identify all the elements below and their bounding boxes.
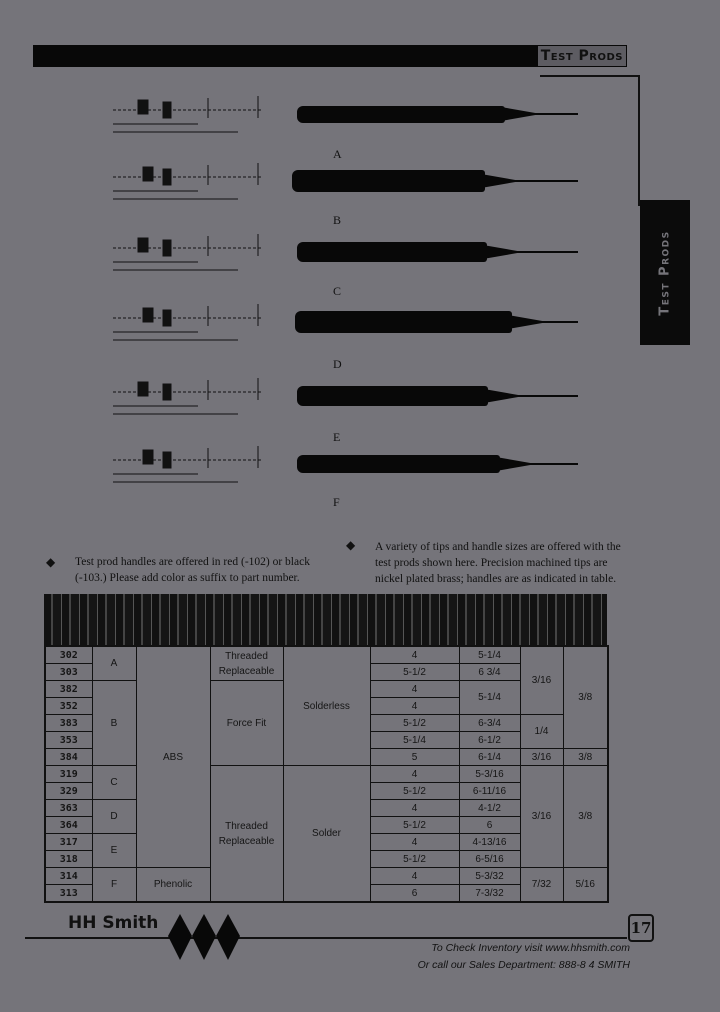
table-cell: 5-1/2 bbox=[370, 715, 459, 732]
prod-label: E bbox=[333, 430, 341, 444]
table-cell: Solderless bbox=[283, 646, 370, 766]
prod-needle bbox=[518, 395, 578, 397]
table-cell: 6-3/4 bbox=[459, 715, 520, 732]
prod-a bbox=[0, 88, 720, 161]
table-cell: 6 bbox=[459, 817, 520, 834]
prod-d bbox=[0, 296, 720, 371]
table-cell: A bbox=[92, 646, 136, 681]
dimension-drawing bbox=[108, 226, 268, 274]
table-cell: 5-1/2 bbox=[370, 783, 459, 800]
table-cell: 7-3/32 bbox=[459, 885, 520, 903]
table-cell: 3/8 bbox=[563, 766, 608, 868]
table-cell: 4 bbox=[370, 681, 459, 698]
table-cell: 3/8 bbox=[563, 646, 608, 749]
table-cell: 3/16 bbox=[520, 766, 563, 868]
note-line: Test prod handles are offered in red (-102) or black bbox=[75, 556, 310, 568]
table-cell: 4 bbox=[370, 698, 459, 715]
note-tips bbox=[375, 539, 645, 587]
diamond-logo-icon bbox=[168, 912, 240, 962]
prod-needle bbox=[515, 180, 578, 182]
prod-handle bbox=[297, 386, 488, 406]
prod-f bbox=[0, 438, 720, 508]
dimension-drawing bbox=[108, 370, 268, 418]
table-cell: Force Fit bbox=[210, 681, 283, 766]
table-cell: 5-3/16 bbox=[459, 766, 520, 783]
diamond-bullet-icon: ◆ bbox=[346, 538, 356, 552]
prod-label: A bbox=[333, 147, 342, 161]
table-cell: 6-5/16 bbox=[459, 851, 520, 868]
prod-handle bbox=[297, 455, 500, 473]
table-cell: 5-1/2 bbox=[370, 664, 459, 681]
part-number-cell: 382 bbox=[45, 681, 92, 698]
prod-handle bbox=[295, 311, 512, 333]
page-number: 17 bbox=[628, 914, 654, 942]
table-cell: 5-1/2 bbox=[370, 851, 459, 868]
prod-needle bbox=[517, 251, 578, 253]
table-cell: Threaded Replaceable bbox=[210, 766, 283, 903]
table-cell: 7/32 bbox=[520, 868, 563, 903]
prod-e bbox=[0, 370, 720, 444]
prod-label: F bbox=[333, 495, 340, 509]
part-number-cell: 303 bbox=[45, 664, 92, 681]
table-cell: B bbox=[92, 681, 136, 766]
table-header bbox=[44, 594, 607, 645]
brand-logo: HH Smith bbox=[68, 913, 159, 933]
table-cell: 5-1/4 bbox=[459, 646, 520, 664]
table-cell: Threaded Replaceable bbox=[210, 646, 283, 681]
table-cell: 3/16 bbox=[520, 749, 563, 766]
table-cell: 6-1/2 bbox=[459, 732, 520, 749]
part-number-cell: 314 bbox=[45, 868, 92, 885]
part-number-cell: 383 bbox=[45, 715, 92, 732]
part-number-cell: 318 bbox=[45, 851, 92, 868]
inventory-link-text: To Check Inventory visit www.hhsmith.com bbox=[431, 942, 630, 954]
part-number-cell: 364 bbox=[45, 817, 92, 834]
table-cell: 4 bbox=[370, 766, 459, 783]
table-cell: 3/8 bbox=[563, 749, 608, 766]
table-cell: 4 bbox=[370, 646, 459, 664]
note-line: (-103.) Please add color as suffix to part number. bbox=[75, 572, 300, 584]
note-line: nickel plated brass; handles are as indicated in table. bbox=[375, 573, 617, 585]
prod-b bbox=[0, 155, 720, 225]
divider bbox=[540, 75, 640, 77]
prod-needle bbox=[542, 321, 578, 323]
table-cell: F bbox=[92, 868, 136, 903]
part-number-cell: 363 bbox=[45, 800, 92, 817]
table-cell: 5-1/4 bbox=[459, 681, 520, 715]
table-cell: 5-1/2 bbox=[370, 817, 459, 834]
prod-c bbox=[0, 226, 720, 296]
table-cell: 5 bbox=[370, 749, 459, 766]
table-cell: 3/16 bbox=[520, 646, 563, 715]
table-cell: 6-11/16 bbox=[459, 783, 520, 800]
table-cell: 1/4 bbox=[520, 715, 563, 749]
table-cell: 5-3/32 bbox=[459, 868, 520, 885]
spec-table bbox=[44, 645, 609, 903]
table-cell: Phenolic bbox=[136, 868, 210, 903]
table-cell: 6-1/4 bbox=[459, 749, 520, 766]
table-cell: ABS bbox=[136, 646, 210, 868]
diamond-bullet-icon: ◆ bbox=[46, 555, 56, 569]
prod-needle bbox=[535, 113, 578, 115]
footer-rule bbox=[25, 937, 627, 939]
part-number-cell: 384 bbox=[45, 749, 92, 766]
table-cell: C bbox=[92, 766, 136, 800]
table-cell: 6 bbox=[370, 885, 459, 903]
part-number-cell: 353 bbox=[45, 732, 92, 749]
table-cell: 5-1/4 bbox=[370, 732, 459, 749]
part-number-cell: 319 bbox=[45, 766, 92, 783]
part-number-cell: 317 bbox=[45, 834, 92, 851]
table-cell: 4 bbox=[370, 834, 459, 851]
table-cell: 5/16 bbox=[563, 868, 608, 903]
prod-handle bbox=[297, 106, 505, 123]
part-number-cell: 313 bbox=[45, 885, 92, 903]
dimension-drawing bbox=[108, 438, 268, 486]
note-colors bbox=[75, 554, 345, 586]
note-line: A variety of tips and handle sizes are offered with the bbox=[375, 541, 621, 553]
note-line: test prods shown here. Precision machined tips are bbox=[375, 557, 608, 569]
prod-label: C bbox=[333, 284, 342, 298]
table-cell: E bbox=[92, 834, 136, 868]
table-cell: Solder bbox=[283, 766, 370, 903]
table-row bbox=[45, 766, 608, 783]
section-tab-label: Test Prods bbox=[657, 229, 673, 316]
prod-handle bbox=[297, 242, 487, 262]
table-cell: D bbox=[92, 800, 136, 834]
prod-label: D bbox=[333, 357, 342, 371]
part-number-cell: 352 bbox=[45, 698, 92, 715]
prod-handle bbox=[292, 170, 485, 192]
table-cell: 6 3/4 bbox=[459, 664, 520, 681]
prod-needle bbox=[530, 463, 578, 465]
table-cell: 4-1/2 bbox=[459, 800, 520, 817]
table-cell: 4 bbox=[370, 868, 459, 885]
part-number-cell: 329 bbox=[45, 783, 92, 800]
dimension-drawing bbox=[108, 88, 268, 136]
part-number-cell: 302 bbox=[45, 646, 92, 664]
table-cell: 4-13/16 bbox=[459, 834, 520, 851]
dimension-drawing bbox=[108, 296, 268, 344]
table-cell: 4 bbox=[370, 800, 459, 817]
sales-phone-text: Or call our Sales Department: 888-8 4 SMITH bbox=[417, 959, 630, 971]
page-title: Test Prods bbox=[538, 46, 626, 66]
dimension-drawing bbox=[108, 155, 268, 203]
prod-label: B bbox=[333, 213, 342, 227]
table-row bbox=[45, 646, 608, 664]
